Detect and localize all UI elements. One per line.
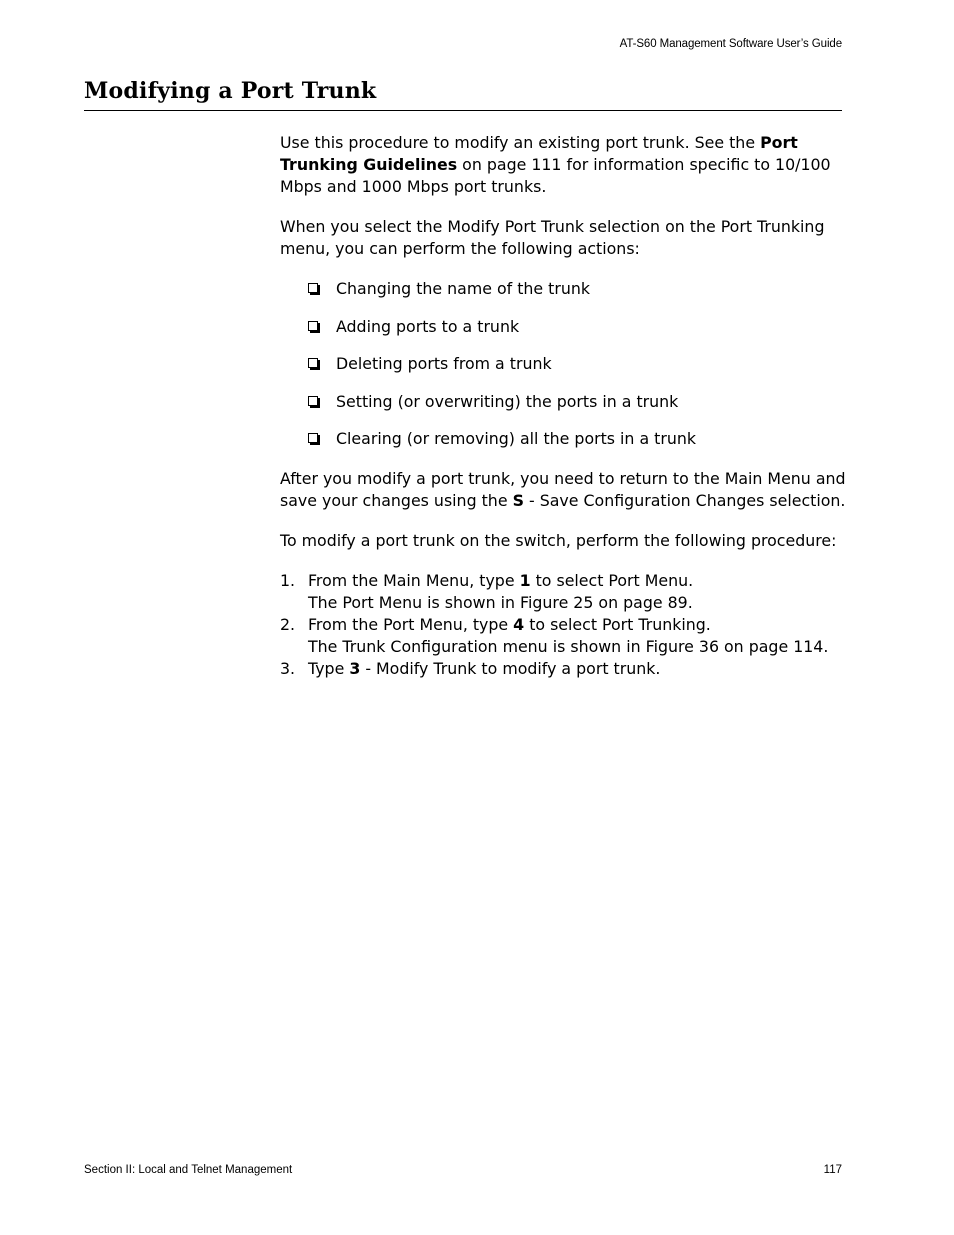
list-item-text: Adding ports to a trunk [336,316,520,336]
save-text-pre: After you modify a port trunk, you need to return to the Main Menu and save your changes using the [280,469,846,510]
step-number: 3. [280,659,296,678]
checkbox-bullet-icon [308,283,318,293]
list-item [308,278,850,300]
list-item [308,428,850,450]
procedure-step [280,658,850,680]
list-item-text: Changing the name of the trunk [336,279,591,298]
step-number: 1. [280,571,296,590]
list-item [308,353,850,375]
footer-section-label: Section II: Local and Telnet Management [84,1164,293,1176]
list-item [308,391,850,413]
list-item [308,316,850,338]
title-rule [84,110,842,111]
checkbox-bullet-icon [308,433,318,443]
checkbox-bullet-icon [308,358,318,368]
save-text-post: - Save Configuration Changes selection. [523,491,846,510]
step-key: 4 [513,615,525,634]
actions-intro-paragraph: When you select the Modify Port Trunk selection on the Port Trunking menu, you can perform the following actions: [280,217,825,258]
procedure-intro-paragraph: To modify a port trunk on the switch, perform the following procedure: [280,531,837,550]
step-key: 1 [519,571,531,590]
step-text-post: to select Port Menu. [530,571,694,590]
body-content [280,132,850,680]
checkbox-bullet-icon [308,396,318,406]
intro-text-pre: Use this procedure to modify an existing port trunk. See the [280,133,761,152]
step-instruction [308,614,850,636]
intro-text-post: on page 111 for information specific to 10/100 Mbps and 1000 Mbps port trunks. [280,155,831,196]
intro-paragraph [280,132,850,198]
step-text-pre: From the Main Menu, type [308,571,520,590]
step-text-post: - Modify Trunk to modify a port trunk. [360,659,661,678]
step-instruction [308,658,850,680]
footer-page-number: 117 [823,1164,842,1176]
guidelines-reference: Port Trunking Guidelines [280,133,798,174]
running-header: AT-S60 Management Software User’s Guide [619,38,842,50]
actions-list [280,278,850,450]
step-text-pre: Type [308,659,350,678]
procedure-step [280,570,850,614]
section-title: Modifying a Port Trunk [84,78,377,104]
step-text-post: to select Port Trunking. [524,615,711,634]
list-item-text: Deleting ports from a trunk [336,354,552,373]
step-note: The Port Menu is shown in Figure 25 on page 89. [308,593,693,612]
save-paragraph [280,468,850,512]
list-item-text: Clearing (or removing) all the ports in a trunk [336,429,697,448]
procedure-step [280,614,850,658]
step-number: 2. [280,615,296,634]
step-text-pre: From the Port Menu, type [308,615,514,634]
save-key: S [512,491,524,510]
step-key: 3 [349,659,361,678]
step-instruction [308,570,850,592]
checkbox-bullet-icon [308,321,318,331]
step-note: The Trunk Configuration menu is shown in Figure 36 on page 114. [308,637,829,656]
list-item-text: Setting (or overwriting) the ports in a trunk [336,391,679,411]
procedure-steps [280,570,850,680]
